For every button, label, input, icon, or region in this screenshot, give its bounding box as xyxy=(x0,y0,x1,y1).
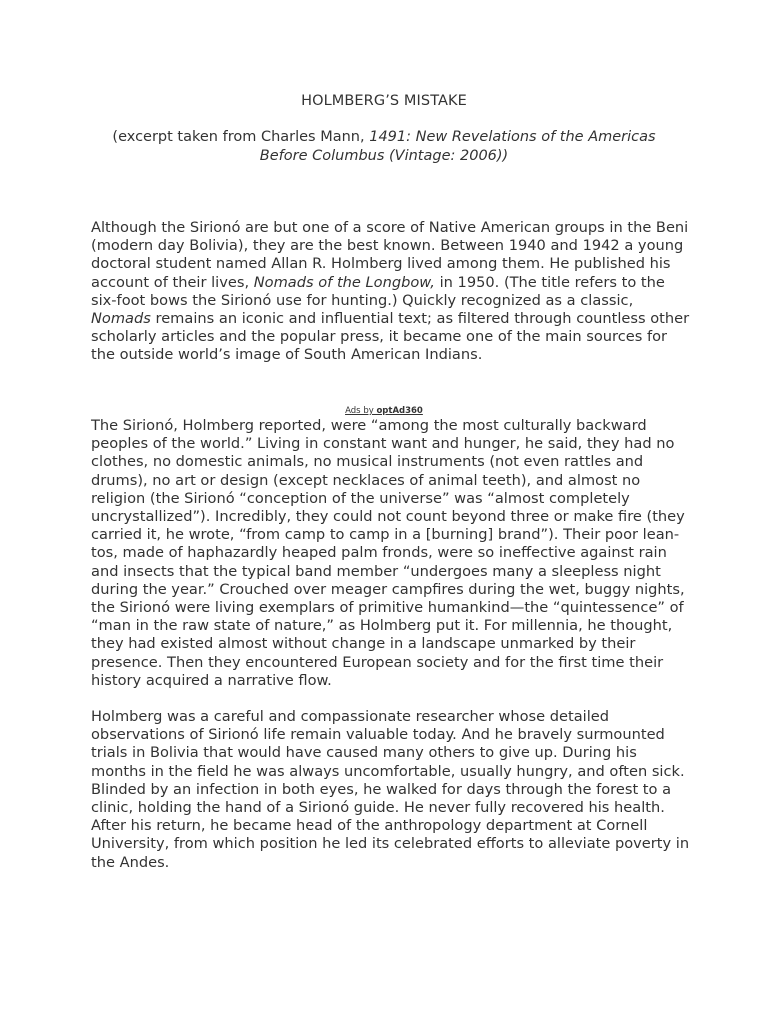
paragraph-1-part-3: remains an iconic and influential text; as filtered through countless other scholarly articles and the popular press, it became one of the main sources for the outside world’s image of South American Indians. xyxy=(91,310,690,364)
paragraph-2: The Sirionó, Holmberg reported, were “among the most culturally backward peoples of the world.” Living in constant want and hunger, he said, they had no clothes, no domestic animals, no musical instruments (not even rattles and drums), no art or design (except necklaces of animal teeth), and almost no religion (the Sirionó “conception of the universe” was “almost completely uncrystallized”). Incredibly, they could not count beyond three or make fire (they carried it, he wrote, “from camp to camp in a [burning] brand”). Their poor lean-tos, made of haphazardly heaped palm fronds, were so ineffective against rain and insects that the typical band member “undergoes many a sleepless night during the year.” Crouched over meager campfires during the wet, buggy nights, the Sirionó were living exemplars of primitive humankind—the “quintessence” of “man in the raw state of nature,” as Holmberg put it. For millennia, he thought, they had existed almost without change in a landscape unmarked by their presence. Then they encountered European society and for the first time their history acquired a narrative flow. xyxy=(91,417,685,689)
document-title: HOLMBERG’S MISTAKE xyxy=(301,93,467,109)
ads-brand: optAd360 xyxy=(376,406,423,416)
ads-link[interactable] xyxy=(345,406,423,416)
ads-prefix: Ads by xyxy=(345,406,377,416)
document-subtitle xyxy=(90,128,678,165)
paragraph-1-part-2: in 1950. (The title refers to the six-foot bows the Sirionó use for hunting.) Quickly recognized as a classic, xyxy=(91,273,665,309)
paragraph-3: Holmberg was a careful and compassionate researcher whose detailed observations of Sirionó life remain valuable today. And he bravely surmounted trials in Bolivia that would have caused many others to give up. During his months in the field he was always uncomfortable, usually hungry, and often sick. Blinded by an infection in both eyes, he walked for days through the forest to a clinic, holding the hand of a Sirionó guide. He never fully recovered his health. After his return, he became head of the anthropology department at Cornell University, from which position he led its celebrated efforts to alleviate poverty in the Andes. xyxy=(91,708,690,871)
paragraph-1-italic-1: Nomads of the Longbow, xyxy=(253,273,435,291)
paragraph-1-part-1: Although the Sirionó are but one of a score of Native American groups in the Beni (modern day Bolivia), they are the best known. Between 1940 and 1942 a young doctoral student named Allan R. Holmberg lived among them. He published his account of their lives, xyxy=(91,219,689,291)
subtitle-book-title: 1491: New Revelations of the Americas Before Columbus (Vintage: 2006)) xyxy=(259,129,656,164)
ads-attribution[interactable] xyxy=(0,406,768,417)
paragraph-1 xyxy=(91,219,691,365)
paragraph-1-italic-2: Nomads xyxy=(91,310,151,328)
subtitle-prefix: (excerpt taken from Charles Mann, xyxy=(112,129,370,145)
